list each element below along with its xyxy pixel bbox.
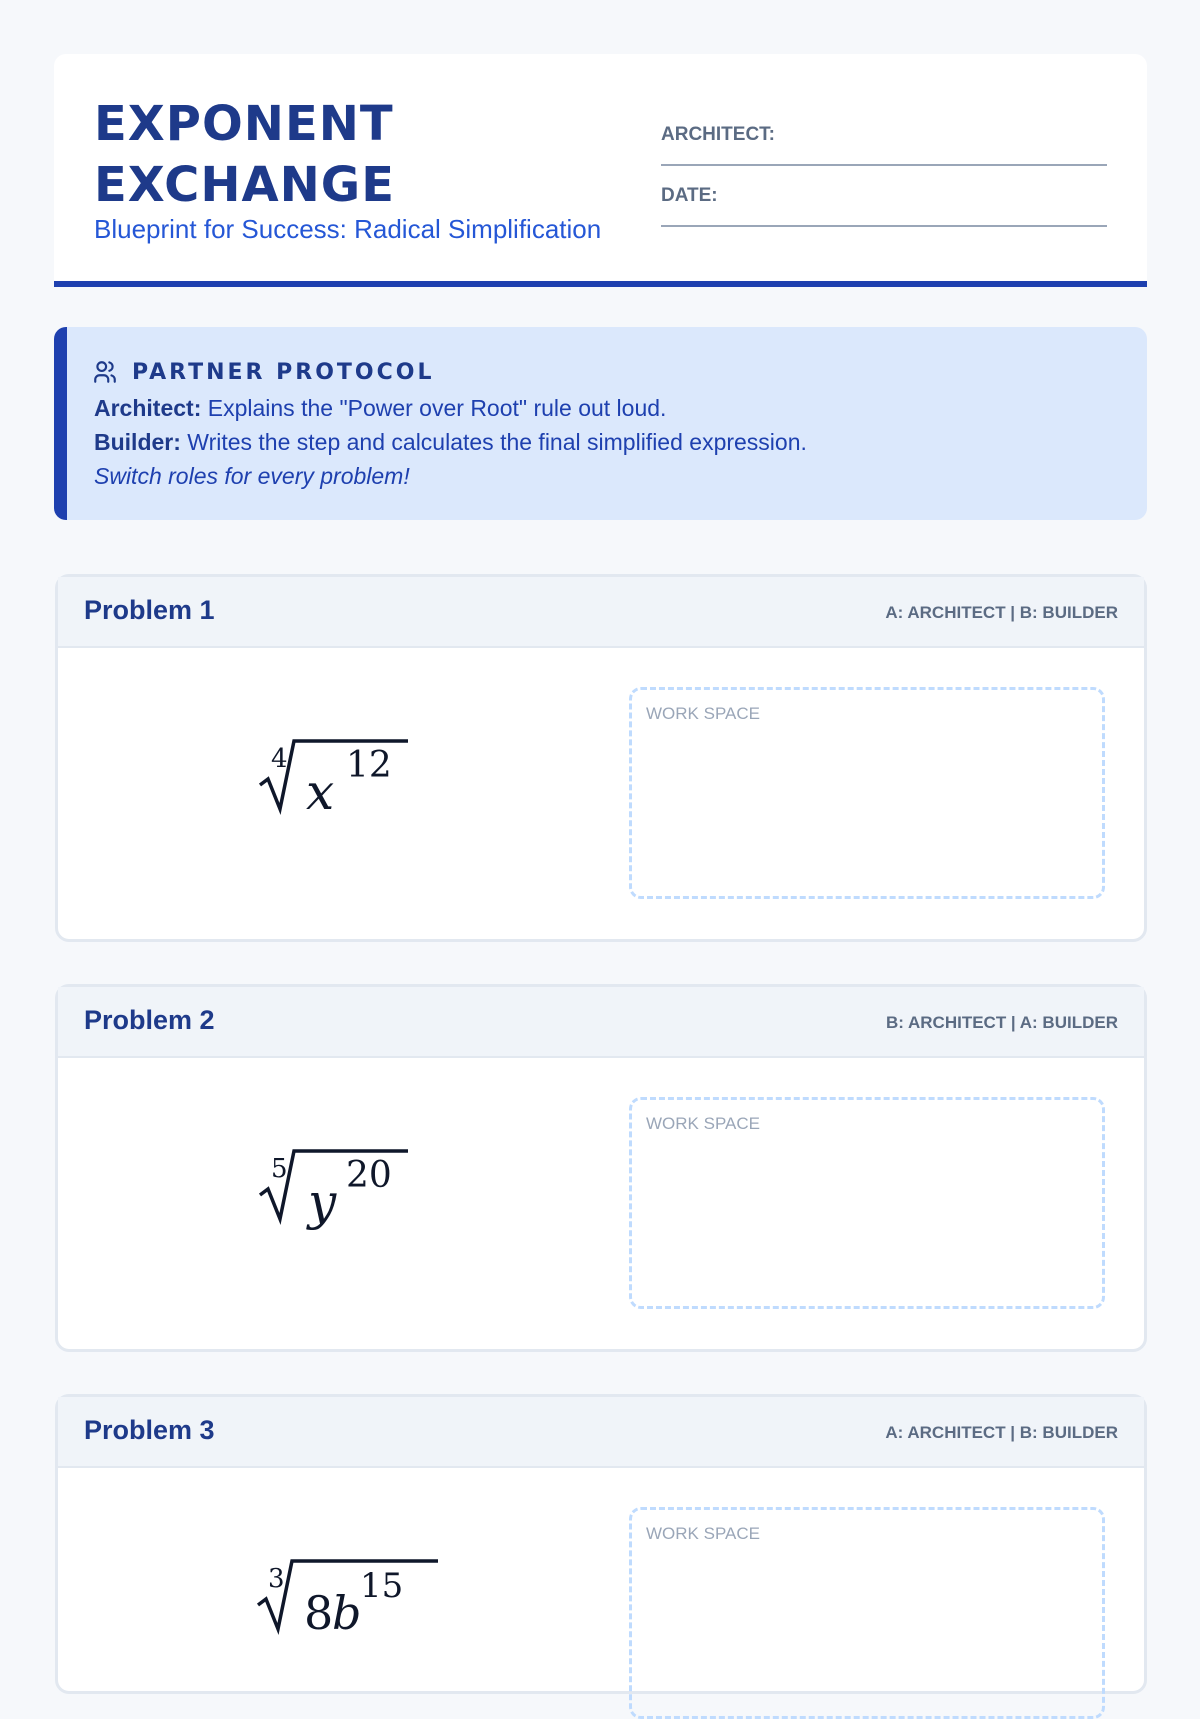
builder-role-label: Builder: — [94, 429, 181, 455]
problem-card-2 — [55, 984, 1147, 1352]
radical-base: x — [306, 763, 335, 821]
radical-index: 3 — [268, 1564, 285, 1594]
switch-roles-note: Switch roles for every problem! — [94, 463, 410, 489]
architect-role-label: Architect: — [94, 395, 202, 421]
protocol-heading — [92, 357, 434, 387]
problem-header — [58, 577, 1144, 648]
builder-instruction — [94, 429, 807, 456]
problem-title: Problem 2 — [84, 1005, 215, 1035]
architect-role-text: Explains the "Power over Root" rule out loud. — [201, 395, 667, 421]
work-space[interactable] — [629, 1507, 1105, 1719]
work-space[interactable] — [629, 687, 1105, 899]
architect-field-label: ARCHITECT: — [661, 124, 775, 145]
radical-expression — [248, 1137, 448, 1237]
radical-exponent: 12 — [346, 745, 392, 786]
users-icon — [92, 359, 118, 385]
architect-field[interactable] — [661, 124, 1107, 166]
header-card — [54, 54, 1147, 287]
problem-roles: A: ARCHITECT | B: BUILDER — [885, 1423, 1118, 1442]
problem-card-3 — [55, 1394, 1147, 1694]
work-space-label: WORK SPACE — [646, 1114, 760, 1133]
problem-roles: B: ARCHITECT | A: BUILDER — [885, 1013, 1118, 1032]
radical-exponent: 15 — [360, 1566, 404, 1606]
page-subtitle: Blueprint for Success: Radical Simplification — [94, 214, 602, 244]
problem-card-1 — [55, 574, 1147, 942]
problem-header — [58, 1397, 1144, 1468]
partner-protocol-box — [54, 327, 1147, 520]
date-field-label: DATE: — [661, 185, 718, 206]
radical-exponent: 20 — [346, 1155, 392, 1196]
page-title: EXPONENT EXCHANGE — [94, 96, 395, 213]
problem-roles: A: ARCHITECT | B: BUILDER — [885, 603, 1118, 622]
radical-base: b — [332, 1586, 362, 1640]
builder-role-text: Writes the step and calculates the final simplified expression. — [180, 429, 807, 455]
radical-expression — [248, 727, 448, 827]
radical-index: 4 — [271, 744, 288, 774]
problem-header — [58, 987, 1144, 1058]
problem-title: Problem 1 — [84, 595, 215, 625]
radical-coefficient: 8 — [304, 1586, 334, 1640]
protocol-title: PARTNER PROTOCOL — [132, 359, 435, 385]
work-space[interactable] — [629, 1097, 1105, 1309]
date-field[interactable] — [661, 185, 1107, 227]
radical-base: y — [308, 1173, 337, 1231]
radical-expression — [238, 1547, 458, 1647]
work-space-label: WORK SPACE — [646, 704, 760, 723]
work-space-label: WORK SPACE — [646, 1524, 760, 1543]
radical-index: 5 — [271, 1154, 288, 1184]
problem-title: Problem 3 — [84, 1415, 215, 1445]
architect-instruction — [94, 395, 666, 422]
